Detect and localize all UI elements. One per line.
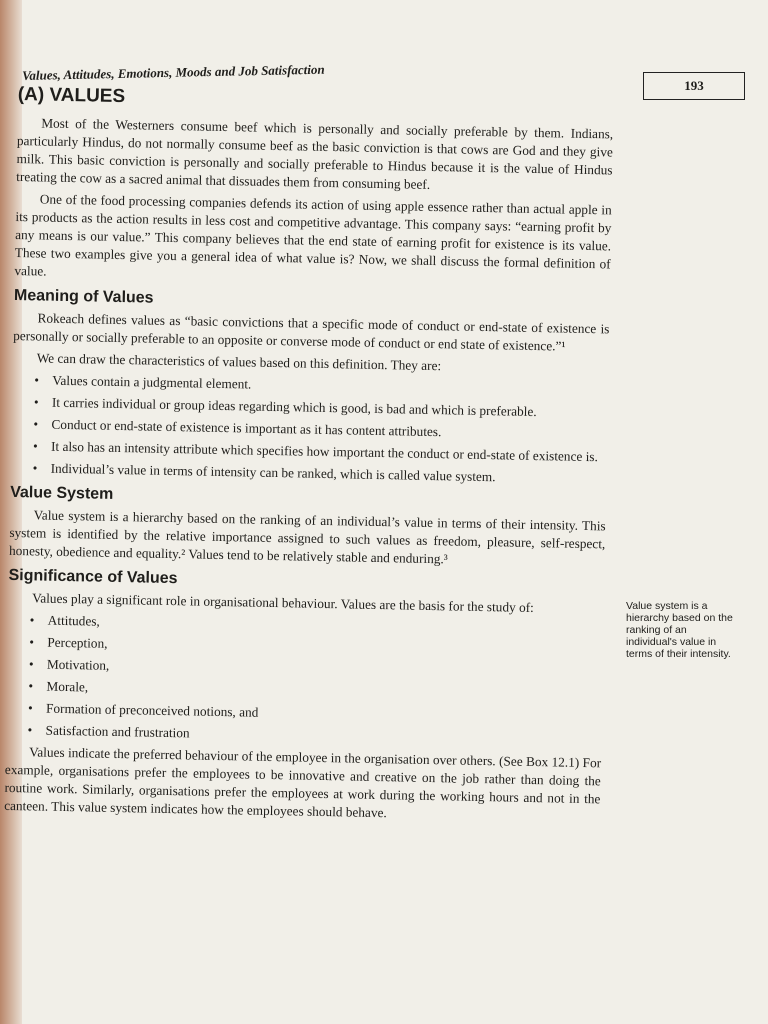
paragraph-characteristics-intro: We can draw the characteristics of values based on this definition. They are: [36, 350, 442, 374]
list-item: • It also has an intensity attribute which specifies how important the conduct or end-state of existence is. [32, 438, 599, 465]
heading-significance-of-values: Significance of Values [8, 566, 178, 588]
list-item: • Conduct or end-state of existence is important as it has content attributes. [33, 416, 442, 440]
bullet-icon: • [27, 722, 33, 738]
heading-meaning-of-values: Meaning of Values [13, 286, 154, 307]
bullet-icon: • [33, 394, 39, 410]
bullet-icon: • [32, 460, 38, 476]
bullet-icon: • [28, 656, 34, 672]
list-item: • Individual’s value in terms of intensity can be ranked, which is called value system. [32, 460, 496, 485]
bullet-icon: • [34, 372, 40, 388]
margin-note: Value system is a hierarchy based on the ranking of an individual's value in terms of their intensity. [626, 600, 733, 660]
list-item: • It carries individual or group ideas regarding which is good, is bad and which is preferable. [33, 394, 537, 420]
characteristics-list [10, 371, 608, 488]
list-item: • Formation of preconceived notions, and [27, 700, 259, 720]
list-item: • Perception, [29, 634, 108, 651]
list-item: • Values contain a judgmental element. [34, 372, 252, 392]
list-item: • Satisfaction and frustration [27, 722, 190, 741]
paragraph-value-system: Value system is a hierarchy based on the ranking of an individual’s value in terms of their intensity. This system is identified by the relative importance assigned to such values as freedom, pleasure, self-respect, honesty, obedience and equality.² Values tend to be relatively stable and enduring.³ [8, 507, 606, 567]
bullet-icon: • [28, 678, 34, 694]
paragraph-definition: Rokeach defines values as “basic convictions that a specific mode of conduct or end-state of existence is personally or socially preferable to an opposite or converse mode of conduct or end state of existence.”¹ [13, 310, 610, 354]
running-header: Values, Attitudes, Emotions, Moods and Job Satisfaction [22, 61, 325, 83]
bullet-icon: • [33, 416, 39, 432]
page-number: 193 [643, 72, 745, 100]
bullet-icon: • [27, 700, 33, 716]
bullet-icon: • [29, 634, 35, 650]
heading-value-system: Value System [10, 483, 114, 503]
list-item: • Motivation, [28, 656, 110, 673]
paragraph: One of the food processing companies defends its action of using apple essence rather than actual apple in its products as the action results in less cost and competitive advantage. This company says: “earning profit by any means is our value.” This company believes that the end state of earning profit for existence is its value. These two examples give you a general idea of what value is? Now, we shall discuss the formal definition of value. [14, 191, 612, 279]
section-heading-values: (A) VALUES [17, 84, 126, 108]
list-item: • Morale, [28, 678, 89, 695]
significance-list [5, 611, 603, 750]
list-item: • Attitudes, [29, 612, 100, 629]
page-body [4, 86, 614, 830]
bullet-icon: • [29, 612, 35, 628]
bullet-icon: • [32, 438, 38, 454]
paragraph: Most of the Westerners consume beef which is personally and socially preferable by them. Indians, particularly Hindus, do not normally consume beef as the basic conviction is that cows are God and they give milk. This basic conviction is personally and socially preferable to Hindus because it is the value of Hindus treating the cow as a sacred animal that dissuades them from consuming beef. [16, 115, 614, 192]
paragraph-significance-intro: Values play a significant role in organisational behaviour. Values are the basis for the study of: [32, 590, 534, 615]
paragraph-significance-closing: Values indicate the preferred behaviour of the employee in the organisation over others. (See Box 12.1) For example, organisations prefer the employees to be innovative and creative on the job rather than doing the routine work. Similarly, organisations prefer the employees at work during the working hours and not in the canteen. This value system indicates how the employees should behave. [4, 744, 602, 821]
